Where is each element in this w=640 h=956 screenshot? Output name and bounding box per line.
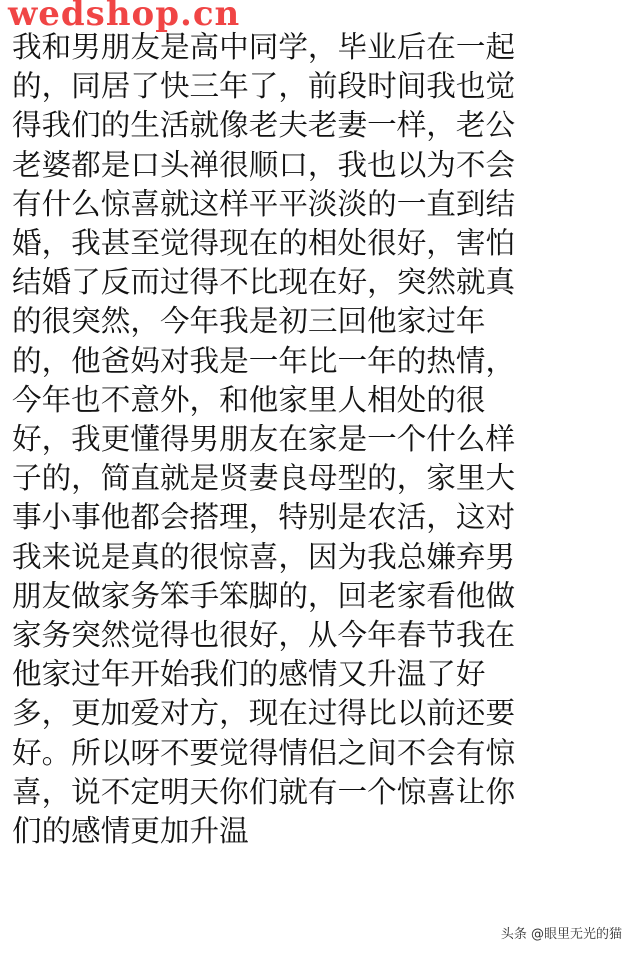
text-line: 我和男朋友是高中同学，毕业后在一起 xyxy=(12,30,516,64)
watermark-text: wedshop.cn xyxy=(8,0,241,34)
text-line: 老婆都是口头禅很顺口，我也以为不会 xyxy=(12,147,516,182)
text-line: 好。所以呀不要觉得情侣之间不会有惊 xyxy=(12,735,516,770)
text-line: 他家过年开始我们的感情又升温了好 xyxy=(12,657,486,692)
text-line: 的，同居了快三年了，前段时间我也觉 xyxy=(12,69,516,104)
text-line: 今年也不意外，和他家里人相处的很 xyxy=(12,382,486,417)
text-line: 得我们的生活就像老夫老妻一样，老公 xyxy=(12,108,516,143)
text-line: 有什么惊喜就这样平平淡淡的一直到结 xyxy=(12,186,516,221)
article-body xyxy=(12,28,632,851)
text-line: 们的感情更加升温 xyxy=(12,814,249,849)
author-credit: 头条 @眼里无光的猫 xyxy=(500,927,622,942)
text-line: 结婚了反而过得不比现在好，突然就真 xyxy=(12,265,516,300)
text-line: 喜，说不定明天你们就有一个惊喜让你 xyxy=(12,774,516,809)
text-line: 我来说是真的很惊喜，因为我总嫌弃男 xyxy=(12,539,516,574)
text-line: 朋友做家务笨手笨脚的，回老家看他做 xyxy=(12,578,516,613)
text-line: 家务突然觉得也很好，从今年春节我在 xyxy=(12,618,516,653)
text-line: 婚，我甚至觉得现在的相处很好，害怕 xyxy=(12,226,516,261)
text-line: 的很突然，今年我是初三回他家过年 xyxy=(12,304,486,339)
text-line: 事小事他都会搭理，特别是农活，这对 xyxy=(12,500,516,535)
text-line: 的，他爸妈对我是一年比一年的热情， xyxy=(12,343,516,378)
text-line: 好，我更懂得男朋友在家是一个什么样 xyxy=(12,422,516,457)
text-line: 多，更加爱对方，现在过得比以前还要 xyxy=(12,696,516,731)
text-line: 子的，简直就是贤妻良母型的，家里大 xyxy=(12,461,516,496)
